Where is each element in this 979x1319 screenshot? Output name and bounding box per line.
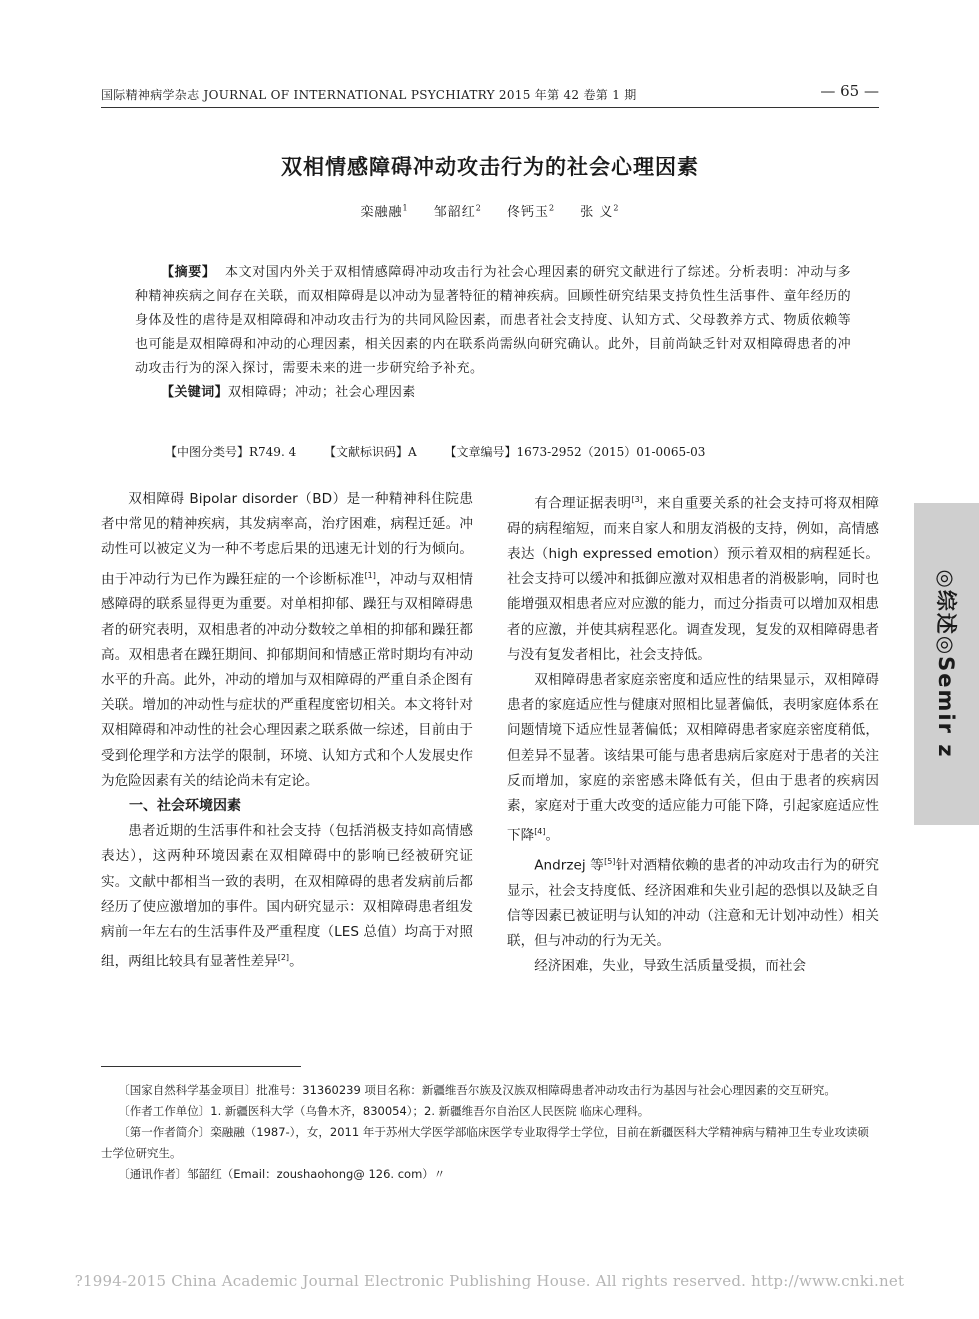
paragraph: 有合理证据表明[3]，来自重要关系的社会支持可将双相障碍的病程缩短，而来自家人和朋友消极的支持，例如，高情感表达（high expressed emotion）预示着双相的病程延长。社会支持可以缓冲和抵御应激对双相患者的消极影响，同时也能增强双相患者应对应激的能力，而过分指责可以增加双相患者的应激，并使其病程恶化。调查发现，复发的双相障碍患者与没有复发者相比，社会支持低。	[507, 495, 880, 663]
citation[interactable]: [3]	[631, 495, 643, 504]
paragraph: Andrzej 等[5]针对酒精依赖的患者的冲动攻击行为的研究显示，社会支持度低、经济困难和失业引起的恐惧以及缺乏自信等因素已被证明与认知的冲动（注意和无计划冲动性）相关联，但与冲动的行为无关。	[507, 856, 880, 950]
footnote-unit: 〔作者工作单位〕1. 新疆医科大学（乌鲁木齐，830054）；2. 新疆维吾尔自治区人民医院 临床心理科。	[118, 1104, 650, 1118]
author: 佟钙玉$^2$	[507, 203, 556, 220]
journal-name: 国际精神病学杂志 JOURNAL OF INTERNATIONAL PSYCHIATRY 2015 年第 42 卷第 1 期	[101, 88, 637, 102]
abstract	[135, 261, 851, 405]
article-number: 【文章编号】1673-2952（2015）01-0065-03	[444, 445, 706, 459]
author: 邹韶红$^2$	[433, 203, 482, 220]
paragraph: 双相障碍患者家庭亲密度和适应性的结果显示，双相障碍患者的家庭适应性与健康对照相比显著偏低，表明家庭体系在问题情境下适应性显著偏低；双相障碍患者家庭亲密度稍低，但差异不显著。该结果可能与患者患病后家庭对于患者的关注反而增加，家庭的亲密感未降低有关，但由于患者的疾病因素，家庭对于重大改变的适应能力可能下降，引起家庭适应性下降[4]。	[507, 671, 879, 844]
copyright-watermark: ?1994-2015 China Academic Journal Electronic Publishing House. All rights reserved. http://www.cnki.net	[74, 1272, 905, 1290]
citation[interactable]: [4]	[534, 827, 546, 837]
citation[interactable]: [5]	[604, 856, 616, 866]
document-code: 【文献标识码】A	[324, 445, 417, 459]
abstract-label: 【摘要】	[161, 265, 216, 280]
side-tab-label: ◎综述◎Semir z	[933, 569, 958, 759]
author: 张 义$^2$	[580, 203, 620, 220]
footnote-bio: 〔第一作者简介〕栾融融（1987-），女，2011 年于苏州大学医学部临床医学专业取得学士学位，目前在新疆医科大学精神病与精神卫生专业攻读硕士学位研究生。	[101, 1125, 869, 1160]
footnote-fund: 〔国家自然科学基金项目〕批准号：31360239 项目名称：新疆维吾尔族及汉族双相障碍患者冲动攻击行为基因与社会心理因素的交互研究。	[118, 1083, 836, 1097]
citation[interactable]: [2]	[277, 953, 290, 963]
author: 栾融融$^1$	[360, 203, 409, 220]
footnote-contact: 〔通讯作者〕邹韶红（Email：zoushaohong@ 126. com）〃	[118, 1167, 446, 1181]
running-header	[101, 82, 879, 106]
section-side-tab	[914, 503, 979, 825]
keywords-text: 双相障碍；冲动；社会心理因素	[228, 385, 416, 400]
abstract-text: 本文对国内外关于双相情感障碍冲动攻击行为社会心理因素的研究文献进行了综述。分析表明：冲动与多种精神疾病之间存在关联，而双相障碍是以冲动为显著特征的精神疾病。回顾性研究结果支持负性生活事件、童年经历的身体及性的虐待是双相障碍和冲动攻击行为的共同风险因素，而患者社会支持度、认知方式、父母教养方式、物质依赖等也可能是双相障碍和冲动的心理因素，相关因素的内在联系尚需纵向研究确认。此外，目前尚缺乏针对双相障碍患者的冲动攻击行为的深入探讨，需要未来的进一步研究给予补充。	[135, 265, 851, 376]
classification-line	[165, 443, 865, 460]
paragraph: 患者近期的生活事件和社会支持（包括消极支持如高情感表达），这两种环境因素在双相障碍中的影响已经被研究证实。文献中都相当一致的表明，在双相障碍的患者发病前后都经历了使应激增加的事件。国内研究显示：双相障碍患者组发病前一年左右的生活事件及严重程度（LES 总值）均高于对照组，两组比较具有显著性差异[2]。	[101, 823, 473, 970]
body-column-right	[507, 487, 879, 979]
paragraph: 经济困难，失业，导致生活质量受损，而社会	[534, 958, 807, 975]
footnote-rule	[101, 1066, 301, 1067]
paragraph: 双相障碍 Bipolar disorder（BD）是一种精神科住院患者中常见的精神疾病，其发病率高，治疗困难，病程迁延。冲动性可以被定义为一种不考虑后果的迅速无计划的行为倾向。由于冲动行为已作为躁狂症的一个诊断标准[1]，冲动与双相情感障碍的联系显得更为重要。对单相抑郁、躁狂与双相障碍患者的研究表明，双相患者的冲动分数较之单相的抑郁和躁狂都高。双相患者在躁狂期间、抑郁期间和情感正常时期均有冲动水平的升高。此外，冲动的增加与双相障碍的严重自杀企图有关联。增加的冲动性与症状的严重程度密切相关。本文将针对双相障碍和冲动性的社会心理因素之联系做一综述，目前由于受到伦理学和方法学的限制，环境、认知方式和个人发展史作为危险因素有关的结论尚未有定论。	[101, 491, 474, 789]
body-column-left	[101, 487, 473, 975]
citation[interactable]: [1]	[364, 570, 376, 580]
author-list	[101, 201, 879, 220]
page-number: — 65 —	[820, 82, 879, 100]
clc-number: 【中图分类号】R749. 4	[165, 445, 297, 459]
section-heading: 一、社会环境因素	[129, 797, 241, 814]
header-rule	[101, 107, 879, 108]
keywords-label: 【关键词】	[161, 385, 229, 400]
article-title: 双相情感障碍冲动攻击行为的社会心理因素	[281, 155, 699, 179]
footnotes	[101, 1080, 879, 1185]
